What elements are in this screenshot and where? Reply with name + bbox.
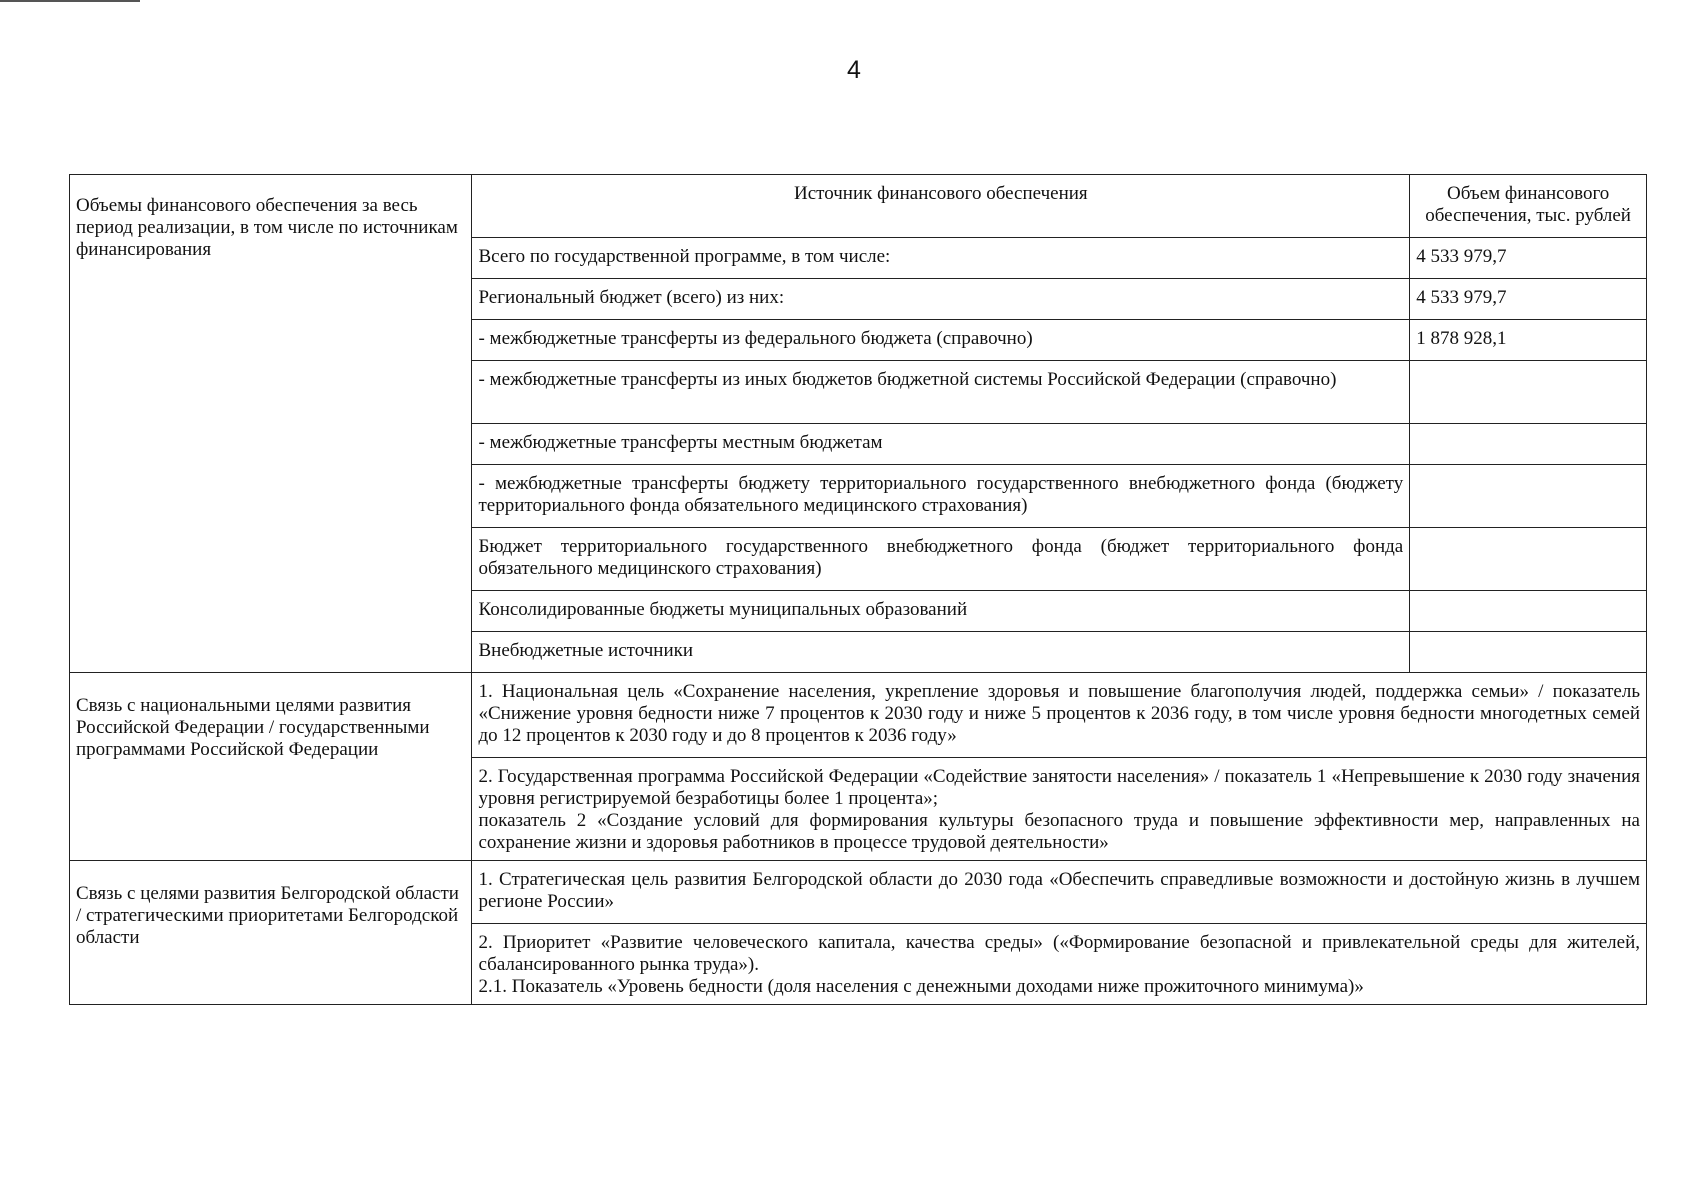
amount-cell	[1410, 632, 1647, 673]
page-number: 4	[847, 56, 861, 84]
regional-goals-label: Связь с целями развития Белгородской области / стратегическими приоритетами Белгородской области	[70, 861, 472, 1005]
state-program-indicator-2: показатель 2 «Создание условий для формирования культуры безопасного труда и повышение эффективности мер, направленных на сохранение жизни и здоровья работников в процессе трудовой деятельности»	[478, 810, 1640, 853]
amount-cell: 4 533 979,7	[1410, 238, 1647, 279]
program-passport-table	[69, 174, 1647, 1005]
header-amount: Объем финансового обеспечения, тыс. рублей	[1410, 175, 1647, 238]
amount-cell: 4 533 979,7	[1410, 279, 1647, 320]
source-cell: Региональный бюджет (всего) из них:	[472, 279, 1410, 320]
source-cell: - межбюджетные трансферты из иных бюджетов бюджетной системы Российской Федерации (справочно)	[472, 361, 1410, 424]
source-cell: Бюджет территориального государственного внебюджетного фонда (бюджет территориального фонда обязательного медицинского страхования)	[472, 528, 1410, 591]
financing-label: Объемы финансового обеспечения за весь период реализации, в том числе по источникам финансирования	[70, 175, 472, 673]
amount-cell	[1410, 424, 1647, 465]
national-goals-label: Связь с национальными целями развития Российской Федерации / государственными программами Российской Федерации	[70, 673, 472, 861]
priority-item	[472, 924, 1647, 1005]
amount-cell	[1410, 528, 1647, 591]
amount-cell	[1410, 465, 1647, 528]
source-cell: - межбюджетные трансферты из федерального бюджета (справочно)	[472, 320, 1410, 361]
amount-cell: 1 878 928,1	[1410, 320, 1647, 361]
source-cell: Внебюджетные источники	[472, 632, 1410, 673]
national-goal-item: 1. Национальная цель «Сохранение населения, укрепление здоровья и повышение благополучия людей, поддержка семьи» / показатель «Снижение уровня бедности ниже 7 процентов к 2030 году и ниже 5 процентов к 2036 году, в том числе уровня бедности многодетных семей до 12 процентов к 2030 году и до 8 процентов к 2036 году»	[472, 673, 1647, 758]
source-cell: Всего по государственной программе, в том числе:	[472, 238, 1410, 279]
strategic-goal-item: 1. Стратегическая цель развития Белгородской области до 2030 года «Обеспечить справедливые возможности и достойную жизнь в лучшем регионе России»	[472, 861, 1647, 924]
source-cell: Консолидированные бюджеты муниципальных образований	[472, 591, 1410, 632]
state-program-indicator-1: 2. Государственная программа Российской Федерации «Содействие занятости населения» / показатель 1 «Непревышение к 2030 году значения уровня регистрируемой безработицы более 1 процента»;	[478, 766, 1640, 809]
state-program-item	[472, 758, 1647, 861]
table-row	[70, 673, 1647, 758]
source-cell: - межбюджетные трансферты бюджету территориального государственного внебюджетного фонда (бюджету территориального фонда обязательного медицинского страхования)	[472, 465, 1410, 528]
priority-text: 2. Приоритет «Развитие человеческого капитала, качества среды» («Формирование безопасной и привлекательной среды для жителей, сбалансированного рынка труда»).	[478, 932, 1640, 975]
priority-indicator: 2.1. Показатель «Уровень бедности (доля населения с денежными доходами ниже прожиточного минимума)»	[478, 976, 1364, 997]
top-edge-rule	[0, 0, 140, 2]
amount-cell	[1410, 361, 1647, 424]
header-source: Источник финансового обеспечения	[472, 175, 1410, 238]
table-row	[70, 861, 1647, 924]
source-cell: - межбюджетные трансферты местным бюджетам	[472, 424, 1410, 465]
amount-cell	[1410, 591, 1647, 632]
table-row	[70, 175, 1647, 238]
